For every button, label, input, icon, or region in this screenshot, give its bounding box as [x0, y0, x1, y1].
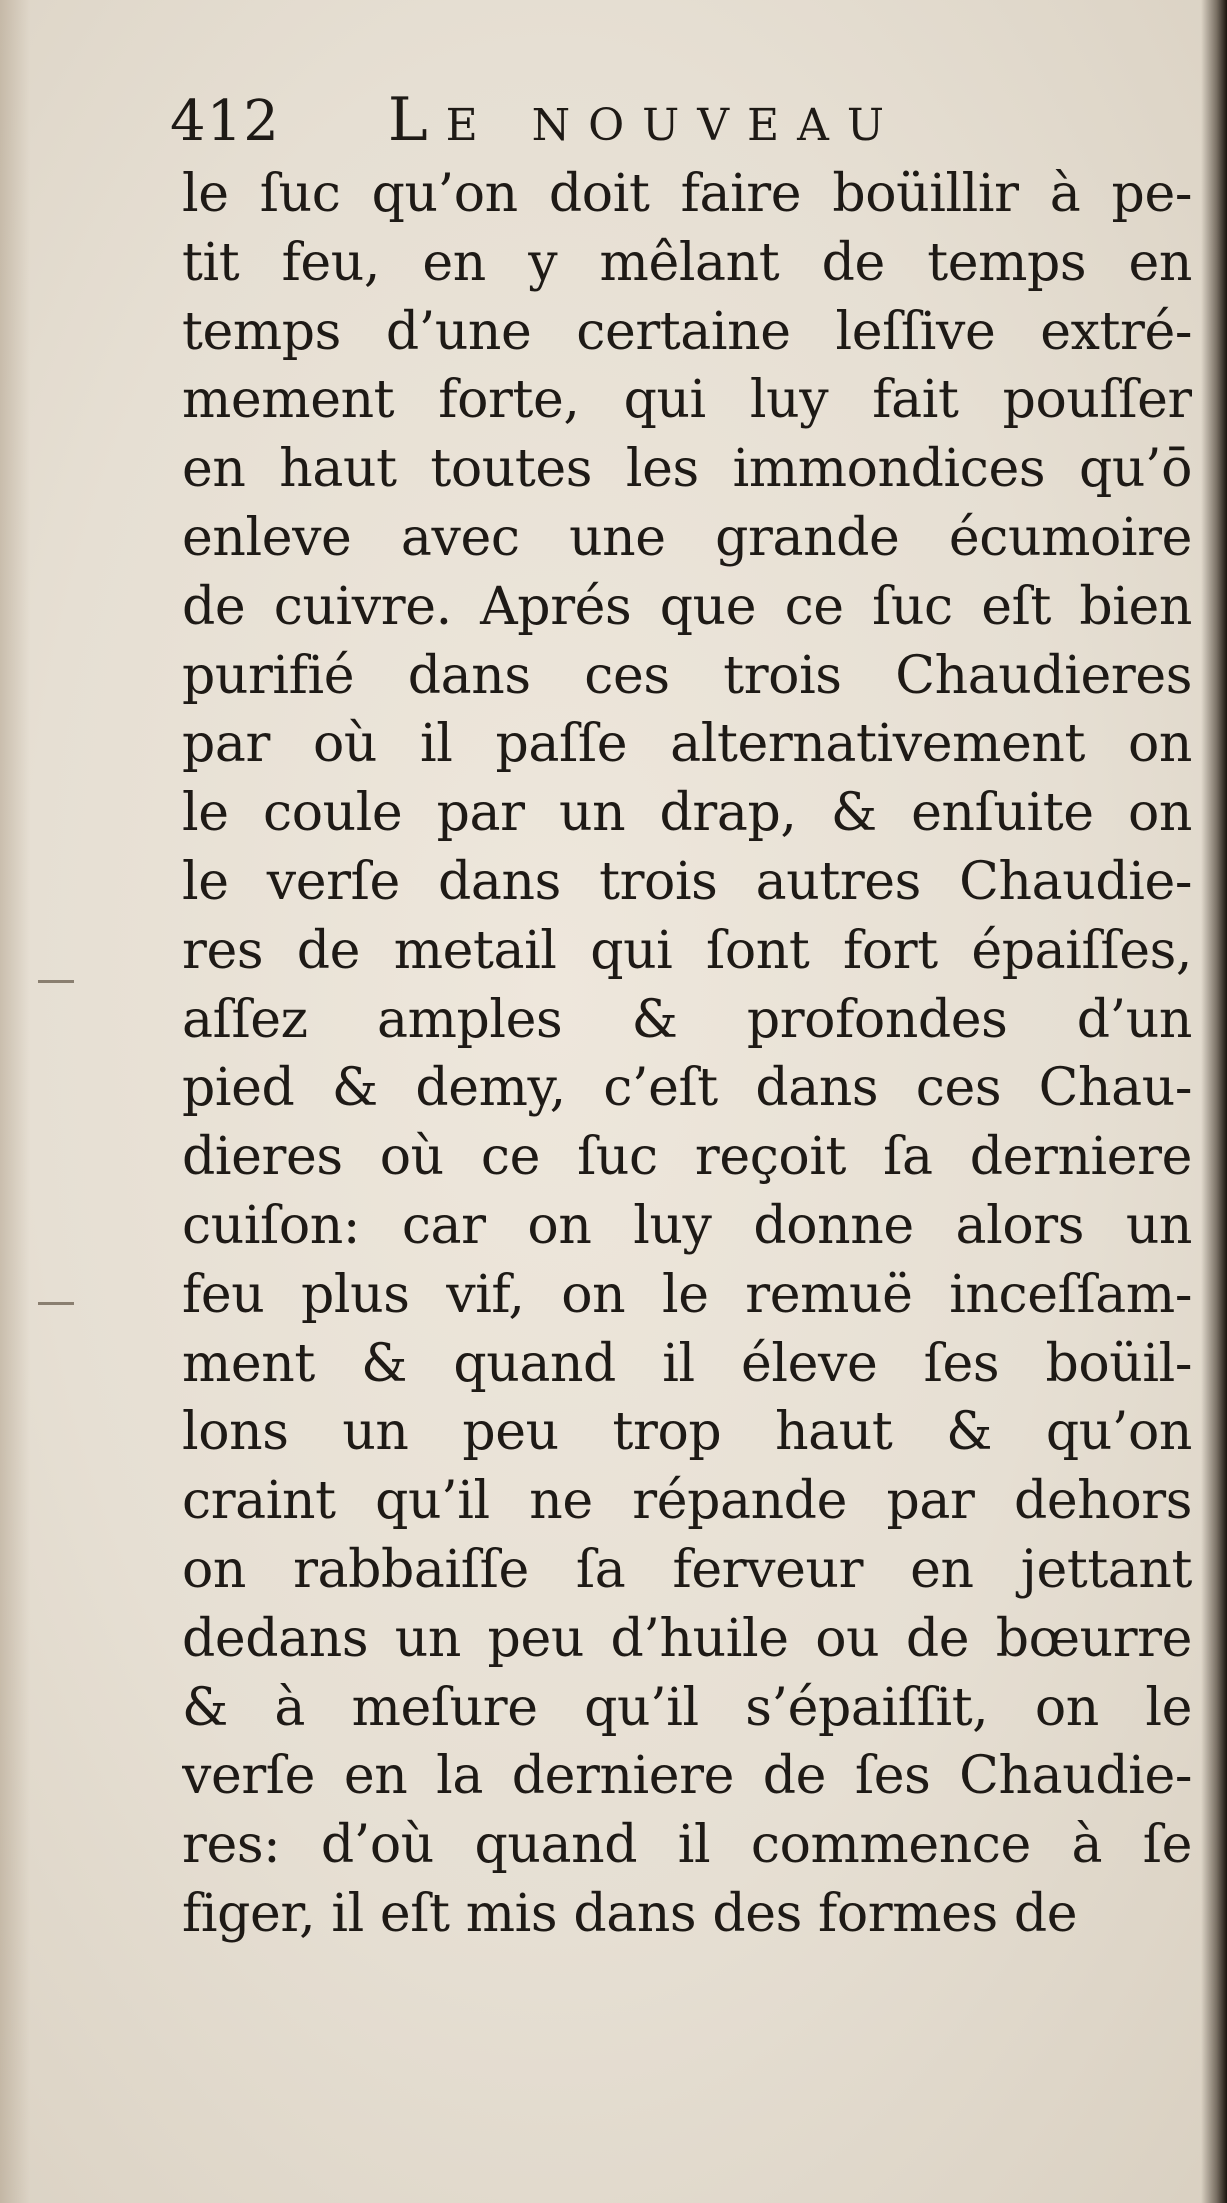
text-line: aſſez amples & profondes d’un — [182, 989, 1192, 1050]
text-line: le ſuc qu’on doit faire boüillir à pe- — [182, 164, 1192, 224]
text-line: pied & demy, c’eſt dans ces Chau- — [182, 1058, 1192, 1119]
text-line: cuiſon: car on luy donne alors un — [182, 1195, 1192, 1256]
text-line: figer, il eſt mis dans des formes de — [182, 1883, 1078, 1944]
text-line: res de metail qui ſont fort épaiſſes, — [182, 920, 1192, 981]
text-line: mement forte, qui luy fait pouſſer — [182, 370, 1192, 431]
text-line: ment & quand il éleve ſes boüil- — [182, 1333, 1192, 1394]
margin-mark — [38, 980, 74, 983]
text-line: dieres où ce ſuc reçoit ſa derniere — [182, 1127, 1192, 1188]
text-line: dedans un peu d’huile ou de bœurre — [182, 1608, 1192, 1669]
margin-mark — [38, 1302, 74, 1305]
running-head-first-word: E — [445, 100, 496, 151]
text-line: temps d’une certaine leſſive extré- — [182, 301, 1192, 362]
running-head-initial: L — [387, 85, 446, 155]
text-line: tit feu, en y mêlant de temps en — [182, 232, 1192, 293]
text-line: on rabbaiſſe ſa ferveur en jettant — [182, 1539, 1192, 1600]
binding-gutter-shadow — [1201, 0, 1227, 2203]
body-text — [182, 160, 1192, 1949]
text-line: res: d’où quand il commence à ſe — [182, 1815, 1192, 1876]
text-line: verſe en la derniere de ſes Chaudie- — [182, 1746, 1192, 1807]
page-number: 412 — [170, 89, 280, 154]
text-line: en haut toutes les immondices qu’ō — [182, 439, 1192, 500]
text-line: & à meſure qu’il s’épaiſſit, on le — [182, 1677, 1192, 1738]
text-line: craint qu’il ne répande par dehors — [182, 1471, 1192, 1532]
text-line: de cuivre. Aprés que ce ſuc eſt bien — [182, 576, 1192, 637]
text-line: lons un peu trop haut & qu’on — [182, 1402, 1192, 1463]
text-line: enleve avec une grande écumoire — [182, 507, 1192, 568]
text-line: le coule par un drap, & enſuite on — [182, 783, 1192, 844]
text-line: feu plus vif, on le remuë inceſſam- — [182, 1264, 1192, 1325]
running-header — [170, 82, 1170, 158]
running-head-title — [388, 82, 902, 164]
text-line: purifié dans ces trois Chaudieres — [182, 645, 1192, 706]
text-line: le verſe dans trois autres Chaudie- — [182, 851, 1192, 912]
text-line: par où il paſſe alternativement on — [182, 714, 1192, 775]
running-head-second-word: NOUVEAU — [531, 100, 902, 151]
page-edge — [0, 0, 30, 2203]
